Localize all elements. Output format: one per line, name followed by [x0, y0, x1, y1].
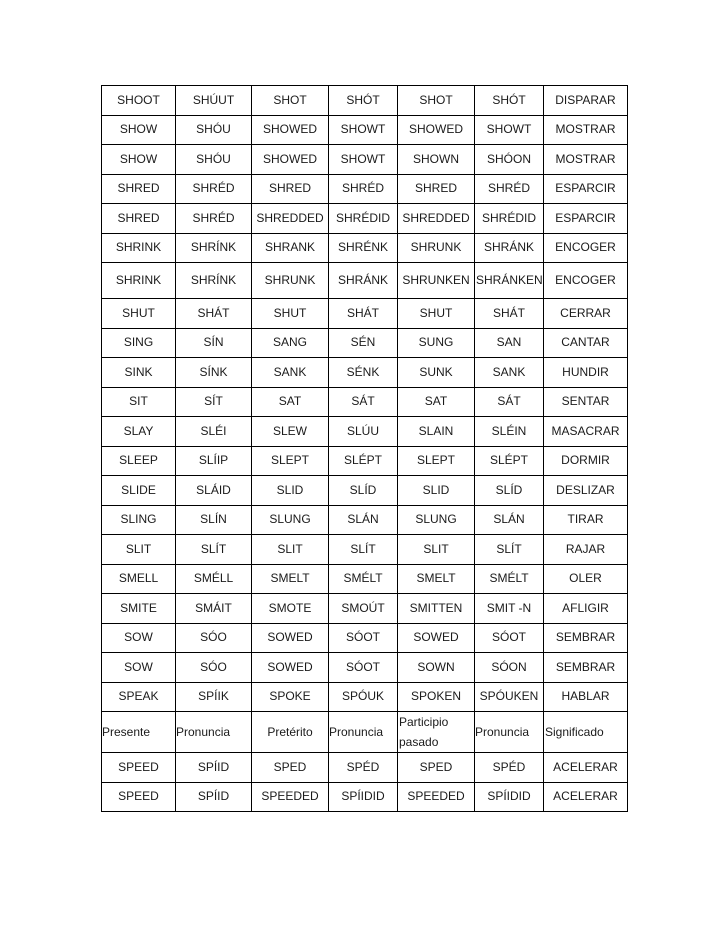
table-cell: SLÍD [475, 476, 544, 506]
table-cell: SLÁID [176, 476, 252, 506]
table-row [102, 594, 628, 624]
column-header-row [102, 712, 628, 753]
table-cell: SHÁT [176, 299, 252, 329]
table-cell: SLÍT [176, 535, 252, 565]
table-row [102, 299, 628, 329]
table-cell: SMÁIT [176, 594, 252, 624]
header-pronuncia-3: Pronuncia [475, 712, 544, 753]
table-row [102, 387, 628, 417]
table-cell: ACELERAR [544, 782, 628, 812]
table-cell: SLÍT [329, 535, 398, 565]
header-participio-line2: pasado [399, 735, 439, 749]
table-cell: SHÓU [176, 145, 252, 175]
table-cell: SEMBRAR [544, 653, 628, 683]
table-cell: SPOKEN [398, 682, 475, 712]
table-cell: ENCOGER [544, 233, 628, 263]
table-cell: SHRÁNKEN [475, 263, 544, 299]
table-cell: SHOT [252, 86, 329, 116]
table-cell: SPEED [102, 753, 176, 783]
header-pronuncia-1: Pronuncia [176, 712, 252, 753]
verb-rows-before-header [102, 86, 628, 712]
table-cell: SHRÁNK [475, 233, 544, 263]
table-cell: SHOWT [329, 115, 398, 145]
table-cell: SHÁT [329, 299, 398, 329]
table-cell: SHRANK [252, 233, 329, 263]
table-row [102, 204, 628, 234]
table-cell: HABLAR [544, 682, 628, 712]
table-cell: SHOW [102, 115, 176, 145]
table-cell: SHRÉD [329, 174, 398, 204]
table-cell: SPÍIDID [329, 782, 398, 812]
table-cell: SMITE [102, 594, 176, 624]
table-cell: SHRÉD [176, 174, 252, 204]
table-row [102, 623, 628, 653]
table-cell: SHRÉDID [475, 204, 544, 234]
table-cell: SHRUNKEN [398, 263, 475, 299]
table-cell: SLEEP [102, 446, 176, 476]
table-cell: DORMIR [544, 446, 628, 476]
header-significado: Significado [544, 712, 628, 753]
table-row [102, 417, 628, 447]
table-cell: SAT [252, 387, 329, 417]
table-cell: SHRED [398, 174, 475, 204]
table-cell: SPEAK [102, 682, 176, 712]
table-cell: SHRINK [102, 233, 176, 263]
table-cell: SHRÉNK [329, 233, 398, 263]
table-cell: SMELL [102, 564, 176, 594]
table-row [102, 476, 628, 506]
table-cell: SHUT [398, 299, 475, 329]
table-row [102, 263, 628, 299]
table-cell: SING [102, 328, 176, 358]
table-cell: SPÍIDID [475, 782, 544, 812]
table-cell: SLÍT [475, 535, 544, 565]
table-cell: SLEPT [252, 446, 329, 476]
table-cell: SLÁN [329, 505, 398, 535]
table-cell: SÍT [176, 387, 252, 417]
table-cell: DISPARAR [544, 86, 628, 116]
table-cell: SÓOT [329, 653, 398, 683]
table-cell: SLÍIP [176, 446, 252, 476]
table-cell: SPEEDED [398, 782, 475, 812]
table-cell: MOSTRAR [544, 145, 628, 175]
table-cell: SMIT -N [475, 594, 544, 624]
table-cell: SMÉLL [176, 564, 252, 594]
table-cell: SHRED [102, 204, 176, 234]
table-cell: SMELT [252, 564, 329, 594]
table-cell: ESPARCIR [544, 204, 628, 234]
table-cell: SLÉIN [475, 417, 544, 447]
table-cell: SAT [398, 387, 475, 417]
table-cell: TIRAR [544, 505, 628, 535]
table-cell: SOW [102, 623, 176, 653]
table-cell: ACELERAR [544, 753, 628, 783]
table-cell: SPÍIK [176, 682, 252, 712]
table-cell: SHRUNK [398, 233, 475, 263]
table-row [102, 505, 628, 535]
table-cell: SMOÚT [329, 594, 398, 624]
table-row [102, 753, 628, 783]
table-cell: MOSTRAR [544, 115, 628, 145]
table-cell: SLÚU [329, 417, 398, 447]
table-cell: DESLIZAR [544, 476, 628, 506]
table-cell: SHRÉD [176, 204, 252, 234]
table-cell: SPEEDED [252, 782, 329, 812]
table-cell: SÓON [475, 653, 544, 683]
table-cell: SLÉI [176, 417, 252, 447]
header-preterito: Pretérito [252, 712, 329, 753]
table-cell: SOWED [398, 623, 475, 653]
table-cell: SLIT [102, 535, 176, 565]
table-cell: RAJAR [544, 535, 628, 565]
table-cell: SHOWN [398, 145, 475, 175]
table-row [102, 358, 628, 388]
table-cell: SHRÍNK [176, 233, 252, 263]
table-cell: CANTAR [544, 328, 628, 358]
table-cell: SÉN [329, 328, 398, 358]
table-cell: SÉNK [329, 358, 398, 388]
table-cell: SHOWED [398, 115, 475, 145]
table-cell: CERRAR [544, 299, 628, 329]
table-cell: SLID [398, 476, 475, 506]
table-cell: SHOWED [252, 145, 329, 175]
table-cell: SHÓT [475, 86, 544, 116]
table-cell: SOW [102, 653, 176, 683]
table-cell: SEMBRAR [544, 623, 628, 653]
table-cell: SPÍID [176, 782, 252, 812]
table-cell: SLAY [102, 417, 176, 447]
table-cell: SLEPT [398, 446, 475, 476]
table-cell: SMÉLT [329, 564, 398, 594]
table-cell: SPÓUKEN [475, 682, 544, 712]
table-cell: SMOTE [252, 594, 329, 624]
table-cell: SANG [252, 328, 329, 358]
column-header-group [102, 712, 628, 753]
table-cell: SHUT [102, 299, 176, 329]
table-cell: SÁT [475, 387, 544, 417]
table-row [102, 682, 628, 712]
table-cell: SLIDE [102, 476, 176, 506]
header-participio-pasado [398, 712, 475, 753]
table-cell: SHUT [252, 299, 329, 329]
table-cell: SÍN [176, 328, 252, 358]
table-row [102, 145, 628, 175]
table-cell: SMELT [398, 564, 475, 594]
table-cell: SHRÉDID [329, 204, 398, 234]
table-cell: SENTAR [544, 387, 628, 417]
table-cell: SMÉLT [475, 564, 544, 594]
table-cell: SHRED [252, 174, 329, 204]
table-cell: SLUNG [252, 505, 329, 535]
table-cell: MASACRAR [544, 417, 628, 447]
table-cell: SANK [475, 358, 544, 388]
table-cell: SHÚUT [176, 86, 252, 116]
table-cell: SINK [102, 358, 176, 388]
table-cell: SLÍD [329, 476, 398, 506]
table-row [102, 174, 628, 204]
table-cell: SHOWED [252, 115, 329, 145]
table-cell: SHOW [102, 145, 176, 175]
table-row [102, 564, 628, 594]
verb-rows-after-header [102, 753, 628, 812]
table-cell: SLIT [398, 535, 475, 565]
table-cell: AFLIGIR [544, 594, 628, 624]
table-cell: SPOKE [252, 682, 329, 712]
table-cell: SLING [102, 505, 176, 535]
table-cell: SHRED [102, 174, 176, 204]
table-cell: SÍNK [176, 358, 252, 388]
table-cell: SPÍID [176, 753, 252, 783]
table-cell: SAN [475, 328, 544, 358]
header-presente: Presente [102, 712, 176, 753]
header-participio-line1: Participio [399, 715, 449, 729]
table-cell: SPED [252, 753, 329, 783]
table-cell: SHÓT [329, 86, 398, 116]
table-cell: SHÓU [176, 115, 252, 145]
table-cell: SÓOT [329, 623, 398, 653]
table-cell: SLEW [252, 417, 329, 447]
table-cell: SUNK [398, 358, 475, 388]
table-cell: SHRINK [102, 263, 176, 299]
table-cell: SLUNG [398, 505, 475, 535]
table-row [102, 233, 628, 263]
table-cell: SHRÁNK [329, 263, 398, 299]
table-cell: SANK [252, 358, 329, 388]
table-cell: SHOWT [329, 145, 398, 175]
table-cell: SLÉPT [329, 446, 398, 476]
table-cell: ESPARCIR [544, 174, 628, 204]
table-cell: SOWED [252, 653, 329, 683]
table-cell: SOWN [398, 653, 475, 683]
table-row [102, 653, 628, 683]
table-cell: SLID [252, 476, 329, 506]
table-row [102, 446, 628, 476]
table-cell: SÁT [329, 387, 398, 417]
table-row [102, 535, 628, 565]
table-cell: SUNG [398, 328, 475, 358]
table-cell: ENCOGER [544, 263, 628, 299]
table-cell: SPÓUK [329, 682, 398, 712]
table-cell: SHOWT [475, 115, 544, 145]
table-row [102, 328, 628, 358]
table-cell: SLÍN [176, 505, 252, 535]
table-row [102, 782, 628, 812]
table-cell: OLER [544, 564, 628, 594]
verb-table [101, 85, 628, 812]
table-cell: SHRÉD [475, 174, 544, 204]
table-cell: SÓO [176, 653, 252, 683]
table-cell: SLIT [252, 535, 329, 565]
table-cell: SPÉD [475, 753, 544, 783]
table-cell: SHOOT [102, 86, 176, 116]
table-cell: SIT [102, 387, 176, 417]
header-pronuncia-2: Pronuncia [329, 712, 398, 753]
table-cell: SHRÍNK [176, 263, 252, 299]
table-cell: SHÓON [475, 145, 544, 175]
table-cell: SÓO [176, 623, 252, 653]
table-cell: SHRUNK [252, 263, 329, 299]
table-cell: SLÁN [475, 505, 544, 535]
table-cell: HUNDIR [544, 358, 628, 388]
table-cell: SOWED [252, 623, 329, 653]
table-cell: SPEED [102, 782, 176, 812]
table-cell: SHREDDED [398, 204, 475, 234]
table-cell: SLÉPT [475, 446, 544, 476]
table-cell: SHOT [398, 86, 475, 116]
table-cell: SMITTEN [398, 594, 475, 624]
table-row [102, 115, 628, 145]
table-cell: SLAIN [398, 417, 475, 447]
table-cell: SPED [398, 753, 475, 783]
table-cell: SPÉD [329, 753, 398, 783]
table-cell: SHREDDED [252, 204, 329, 234]
table-cell: SÓOT [475, 623, 544, 653]
table-cell: SHÁT [475, 299, 544, 329]
table-row [102, 86, 628, 116]
